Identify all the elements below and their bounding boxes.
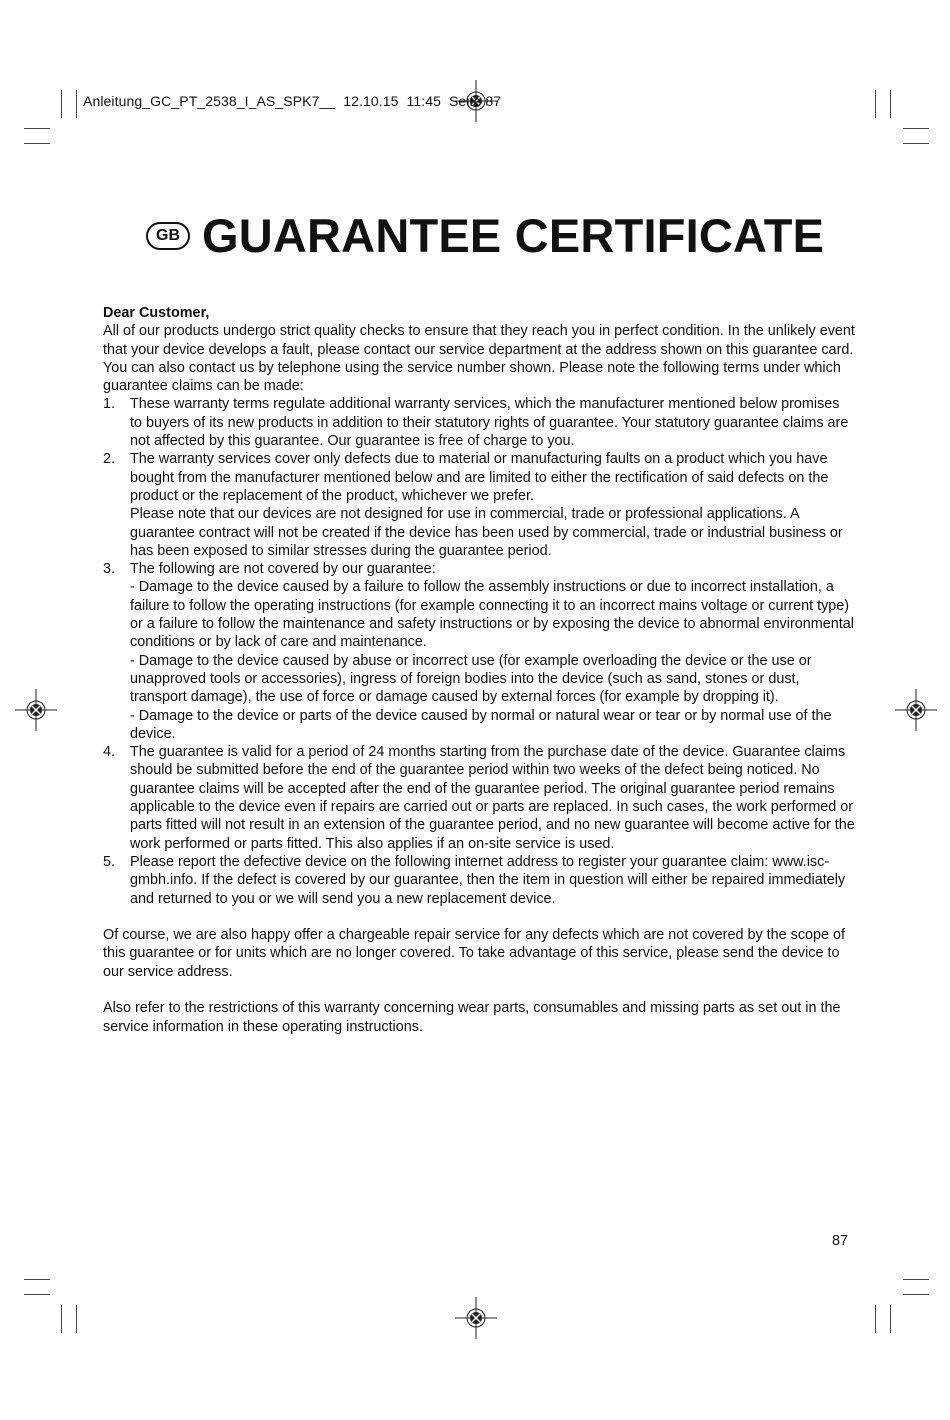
paragraph-spacer — [103, 908, 855, 926]
page-number: 87 — [831, 1233, 848, 1249]
page-title: GUARANTEE CERTIFICATE — [202, 209, 825, 262]
crop-mark-bottom-right-outer — [875, 1305, 876, 1333]
crop-mark-bottom-right-inner — [890, 1305, 891, 1333]
crop-mark-bottom-right-h2 — [903, 1294, 929, 1295]
term-item-4 — [103, 743, 855, 853]
term-number: 2. — [103, 451, 116, 468]
crop-mark-top-left-h1 — [24, 128, 50, 129]
term-number: 5. — [103, 853, 116, 870]
closing-paragraph-2: Also refer to the restrictions of this warranty concerning wear parts, consumables and missing parts as set out in the service information in these operating instructions. — [103, 1000, 841, 1035]
term-item-1 — [103, 395, 855, 450]
country-badge: GB — [146, 222, 190, 250]
term-paragraph: - Damage to the device or parts of the device caused by normal or natural wear or tear or by normal use of the device. — [130, 707, 832, 742]
term-number: 3. — [103, 561, 116, 578]
registration-mark-right-icon — [895, 689, 937, 731]
term-paragraph: The warranty services cover only defects due to material or manufacturing faults on a product which you have bought from the manufacturer mentioned below and are limited to either the rectification of said defects on the product or the replacement of the product, whichever we prefer. — [130, 451, 829, 504]
registration-mark-bottom-icon — [455, 1297, 497, 1339]
intro-paragraph: All of our products undergo strict quality checks to ensure that they reach you in perfect condition. In the unlikely event that your device develops a fault, please contact our service department at the address shown on this guarantee card. You can also contact us by telephone using the service number shown. Please note the following terms under which guarantee claims can be made: — [103, 323, 855, 395]
greeting: Dear Customer, — [103, 305, 210, 321]
crop-mark-bottom-left-inner — [76, 1305, 77, 1333]
crop-mark-top-right-inner — [890, 90, 891, 118]
term-number: 4. — [103, 744, 116, 761]
terms-list — [103, 395, 855, 907]
crop-mark-top-left-inner — [76, 90, 77, 118]
term-number: 1. — [103, 396, 116, 413]
closing-paragraph-1: Of course, we are also happy offer a chargeable repair service for any defects which are not covered by the scope of this guarantee or for units which are no longer covered. To take advantage of this service, please send the device to our service address. — [103, 927, 846, 980]
registration-mark-left-icon — [15, 689, 57, 731]
document-body — [103, 304, 855, 1036]
term-paragraph: - Damage to the device caused by a failure to follow the assembly instructions or due to incorrect installation, a failure to follow the operating instructions (for example connecting it to an incorrect mains voltage or current type) or a failure to follow the maintenance and safety instructions or by exposing the device to abnormal environmental conditions or by lack of care and maintenance. — [130, 579, 854, 651]
crop-mark-top-left-h2 — [24, 143, 50, 144]
paragraph-spacer — [103, 981, 855, 999]
crop-mark-top-right-outer — [875, 90, 876, 118]
term-paragraph: Please note that our devices are not designed for use in commercial, trade or professional applications. A guarantee contract will not be created if the device has been used by commercial, trade or industrial business or has been exposed to similar stresses during the guarantee period. — [130, 506, 843, 559]
crop-mark-top-right-h1 — [903, 128, 929, 129]
crop-mark-bottom-left-h1 — [24, 1279, 50, 1280]
term-item-2 — [103, 450, 855, 560]
crop-mark-top-left-outer — [61, 90, 62, 118]
term-paragraph: These warranty terms regulate additional warranty services, which the manufacturer mentioned below promises to buyers of its new products in addition to their statutory rights of guarantee. Your statutory guarantee claims are not affected by this guarantee. Our guarantee is free of charge to you. — [130, 396, 849, 450]
crop-mark-top-right-h2 — [903, 143, 929, 144]
term-item-5 — [103, 853, 855, 908]
crop-mark-bottom-left-outer — [61, 1305, 62, 1333]
crop-mark-bottom-right-h1 — [903, 1279, 929, 1280]
term-paragraph: The guarantee is valid for a period of 24 months starting from the purchase date of the device. Guarantee claims should be submitted before the end of the guarantee period within two weeks of the defect being noticed. No guarantee claims will be accepted after the end of the guarantee period. The original guarantee period remains applicable to the device even if repairs are carried out or parts are replaced. In such cases, the work performed or parts fitted will not result in an extension of the guarantee period, and no new guarantee will become active for the work performed or parts fitted. This also applies if an on-site service is used. — [130, 744, 855, 852]
title-row — [146, 208, 824, 263]
print-slug: Anleitung_GC_PT_2538_I_AS_SPK7__ 12.10.15 11:45 Seite 87 — [83, 93, 502, 109]
term-paragraph: The following are not covered by our guarantee: — [130, 561, 436, 578]
term-item-3 — [103, 560, 855, 743]
crop-mark-bottom-left-h2 — [24, 1294, 50, 1295]
term-paragraph: Please report the defective device on the following internet address to register your guarantee claim: www.isc-gmbh.info. If the defect is covered by our guarantee, then the item in question will either be repaired immediately and returned to you or we will send you a new replacement device. — [130, 853, 846, 907]
term-paragraph: - Damage to the device caused by abuse or incorrect use (for example overloading the device or the use or unapproved tools or accessories), ingress of foreign bodies into the device (such as sand, stones or dust, transport damage), the use of force or damage caused by external forces (for example by dropping it). — [130, 652, 812, 706]
